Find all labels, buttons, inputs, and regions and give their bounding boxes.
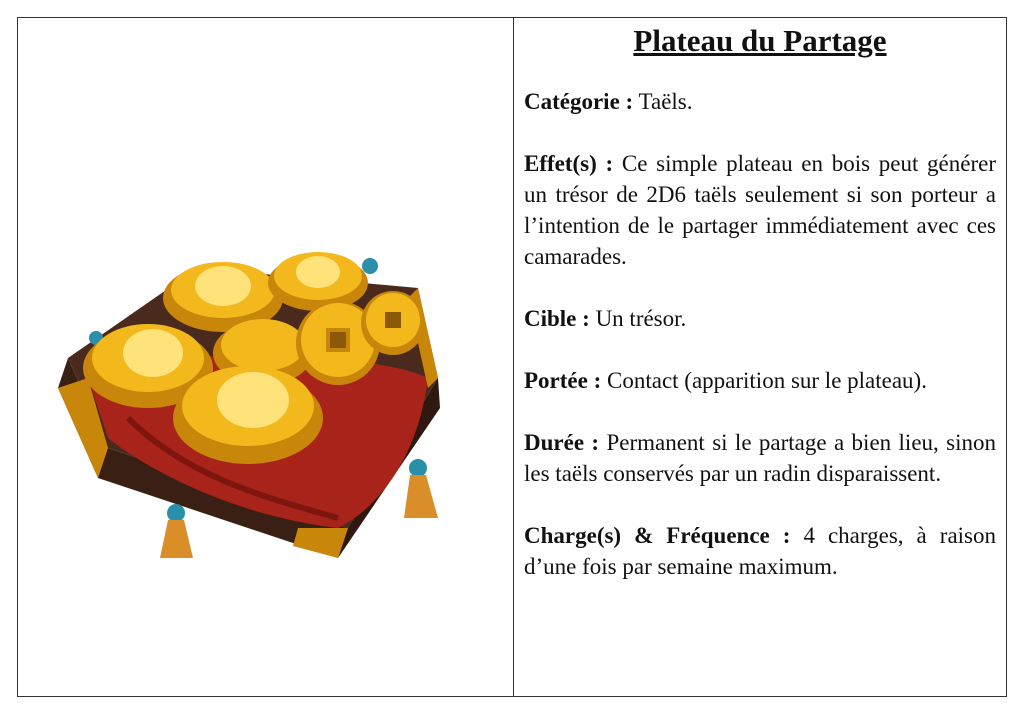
entry-text: Permanent si le partage a bien lieu, sinon les taëls conservés par un radin disparaissent. bbox=[524, 430, 997, 486]
entry-label: Charge(s) & Fréquence : bbox=[524, 523, 791, 548]
entry-cible bbox=[524, 303, 996, 334]
tassel-left bbox=[160, 504, 193, 558]
entry-effets bbox=[524, 148, 996, 272]
description-panel bbox=[514, 18, 1006, 696]
entry-text: Un trésor. bbox=[589, 306, 687, 331]
entry-text: Taëls. bbox=[633, 89, 693, 114]
entry-portee bbox=[524, 365, 996, 396]
entry-text: Contact (apparition sur le plateau). bbox=[601, 368, 927, 393]
entry-text: Ce simple plateau en bois peut générer un trésor de 2D6 taëls seulement si son porteur a l’intention de le partager immédiatement avec ces camarades. bbox=[524, 151, 996, 269]
tassel-top-right bbox=[362, 258, 378, 274]
entry-label: Durée : bbox=[524, 430, 600, 455]
entry-label: Effet(s) : bbox=[524, 151, 614, 176]
entry-text: 4 charges, à raison d’une fois par semaine maximum. bbox=[524, 523, 996, 579]
item-card bbox=[17, 17, 1007, 697]
entry-charges-frequence bbox=[524, 520, 996, 582]
gold-coin-right bbox=[361, 291, 425, 355]
illustration-panel bbox=[18, 18, 514, 696]
entry-label: Catégorie : bbox=[524, 89, 634, 114]
item-title: Plateau du Partage bbox=[633, 23, 887, 58]
entry-label: Cible : bbox=[524, 306, 590, 331]
entry-label: Portée : bbox=[524, 368, 602, 393]
entry-categorie bbox=[524, 86, 996, 117]
gold-ingot-back-right bbox=[268, 252, 368, 311]
entry-duree bbox=[524, 427, 996, 489]
tassel-right bbox=[404, 459, 438, 518]
treasure-tray-illustration bbox=[48, 228, 448, 588]
